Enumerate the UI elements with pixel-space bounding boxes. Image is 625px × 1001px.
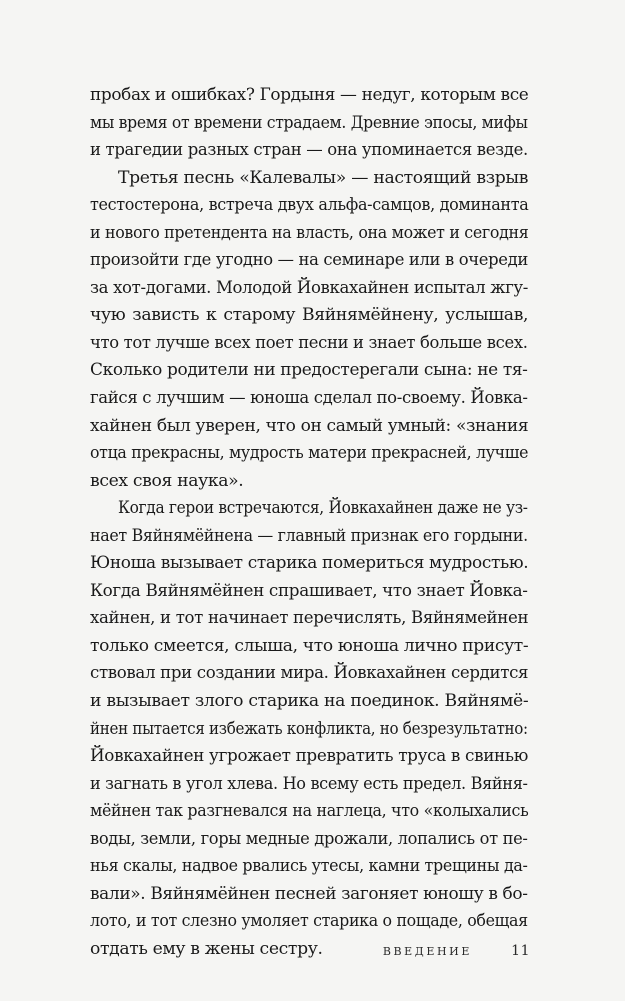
text-line: что тот лучше всех поет песни и знает больше всех. [90, 332, 528, 353]
text-line: нает Вяйнямёйнена — главный признак его гордыни. [90, 525, 528, 546]
text-line: йнен пытается избежать конфликта, но безрезультатно: [90, 718, 528, 739]
text-line: чую зависть к старому Вяйнямёйнену, услышав, [90, 305, 529, 326]
text-line: и загнать в угол хлева. Но всему есть предел. Вяйня- [90, 773, 528, 794]
text-line: только смеется, слыша, что юноша лично присут- [90, 635, 529, 656]
text-line: мёйнен так разгневался на наглеца, что «колыхались [90, 801, 529, 822]
text-line: Йовкахайнен угрожает превратить труса в свинью [90, 746, 528, 767]
text-line: и нового претендента на власть, она может и сегодня [90, 222, 529, 243]
text-line: Когда Вяйнямёйнен спрашивает, что знает Йовка- [90, 580, 528, 601]
text-line: хайнен был уверен, что он самый умный: «знания [90, 415, 529, 436]
text-line: лото, и тот слезно умоляет старика о пощаде, обещая [90, 911, 528, 932]
text-line: отца прекрасны, мудрость матери прекрасней, лучше [90, 443, 529, 464]
page-footer [360, 945, 530, 965]
text-line: Третья песнь «Калевалы» — настоящий взрыв [118, 167, 529, 188]
text-line: Когда герои встречаются, Йовкахайнен даже не уз- [118, 498, 528, 519]
text-line: за хот-догами. Молодой Йовкахайнен испытал жгу- [90, 277, 529, 298]
text-line: и вызывает злого старика на поединок. Вяйнямё- [90, 691, 529, 712]
text-line: нья скалы, надвое рвались утесы, камни трещины да- [90, 856, 528, 877]
text-line: Юноша вызывает старика помериться мудростью. [90, 553, 529, 574]
text-line: произойти где угодно — на семинаре или в очереди [90, 250, 528, 271]
text-line: гайся с лучшим — юноша сделал по-своему. Йовка- [90, 388, 528, 409]
page-number: 11 [511, 943, 530, 959]
body-text [90, 82, 528, 964]
text-line: Сколько родители ни предостерегали сына: не тя- [90, 360, 528, 381]
text-line: вали». Вяйнямёйнен песней загоняет юношу в бо- [90, 883, 528, 904]
running-head: ВВЕДЕНИЕ [382, 945, 472, 958]
text-line: пробах и ошибках? Гордыня — недуг, которым все [90, 85, 529, 105]
text-line: ствовал при создании мира. Йовкахайнен сердится [90, 663, 529, 684]
text-line: мы время от времени страдаем. Древние эпосы, мифы [90, 112, 528, 133]
text-line: всех своя наука». [90, 470, 244, 491]
text-line: воды, земли, горы медные дрожали, лопались от пе- [90, 828, 528, 849]
text-line: и трагедии разных стран — она упоминается везде. [90, 140, 528, 161]
text-line: тестостерона, встреча двух альфа-самцов, доминанта [90, 195, 529, 216]
text-line: хайнен, и тот начинает перечислять, Вяйнямейнен [90, 608, 529, 629]
text-line: отдать ему в жены сестру. [90, 938, 323, 959]
